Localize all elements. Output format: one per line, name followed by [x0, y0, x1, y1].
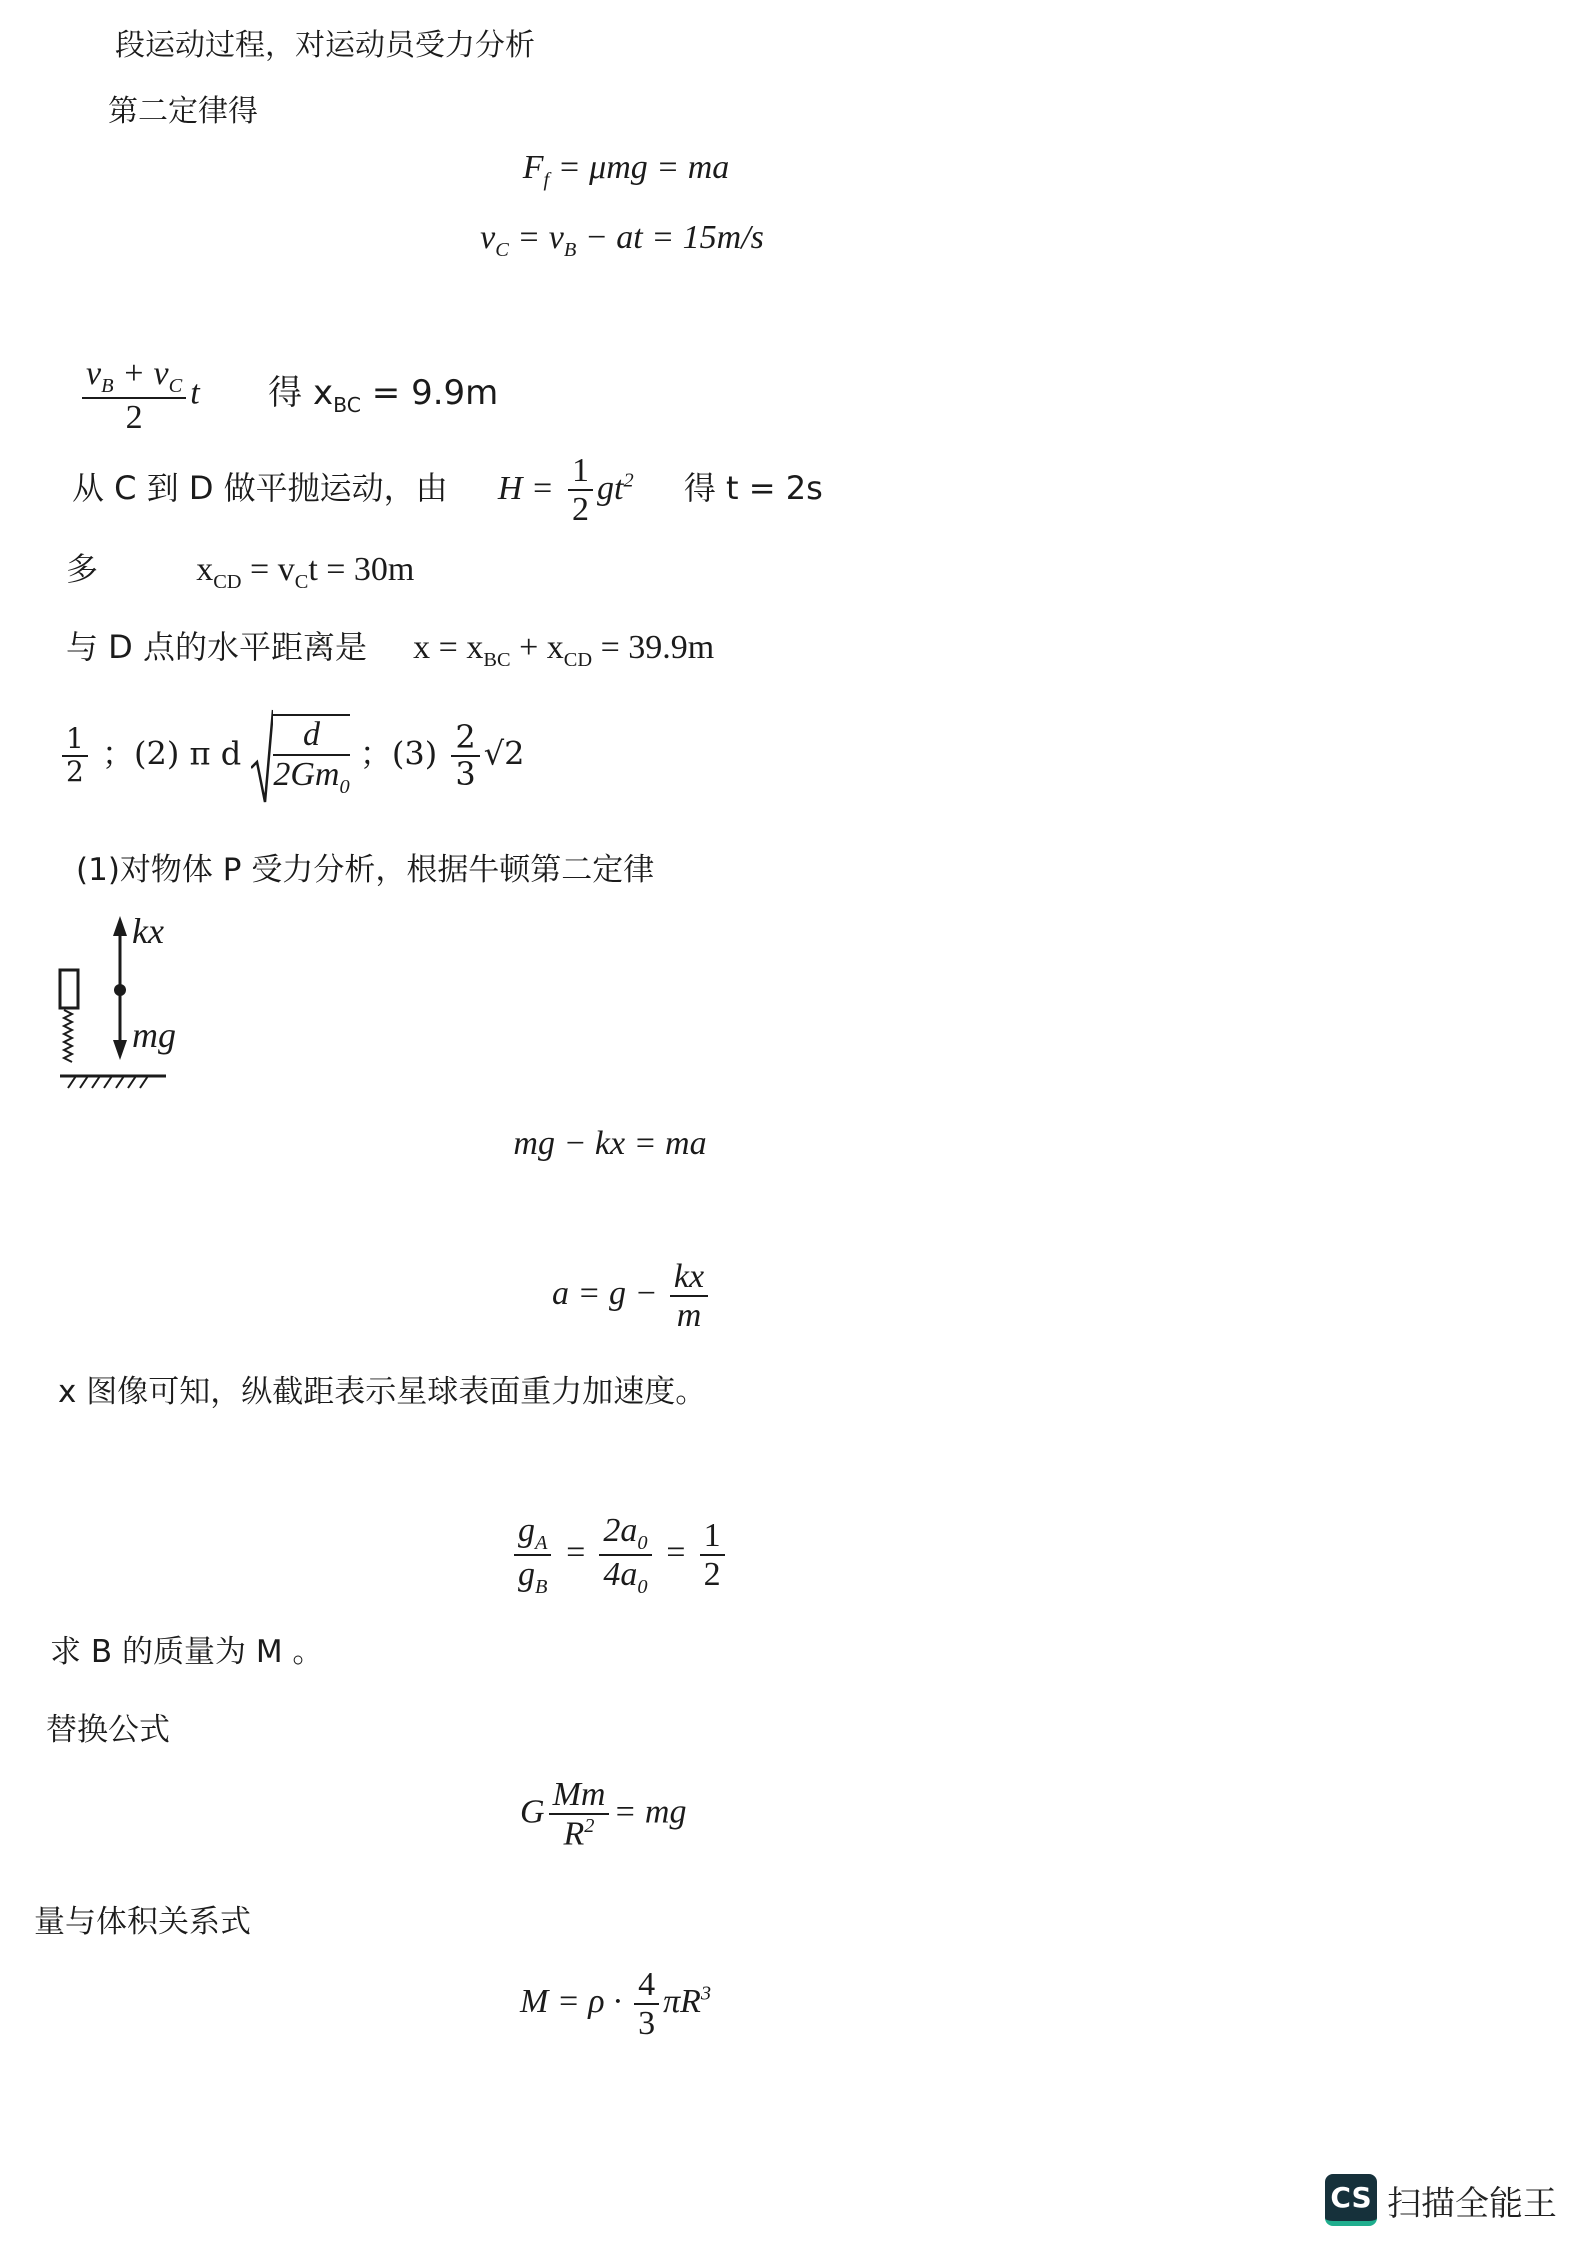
camscanner-logo-icon: CS — [1325, 2174, 1377, 2226]
text-line-density: 量与体积关系式 — [34, 1904, 251, 1940]
equation-velocity-c: $v_C = v_B$ − at = 15m/s — [480, 219, 764, 261]
fraction-ga-gb: $\frac{g_A}{g_B}$ — [514, 1512, 551, 1598]
equation-newton-second: mg − kx = ma — [513, 1125, 707, 1162]
text-line-xcd: 多 $x_{CD} = v_Ct = 30m$ — [66, 550, 415, 593]
fraction-mm-r2: $\frac{Mm}{R^2}$ — [549, 1776, 610, 1853]
fraction-one-half: $\frac{1}{2}$ — [700, 1517, 725, 1594]
camscanner-label: 扫描全能王 — [1387, 2183, 1557, 2224]
equation-gravity-ratio: $\frac{g_A}{g_B}$ = $\frac{2a_0}{4a_0}$ = $\frac{1}{2}$ — [510, 1512, 729, 1598]
force-label-kx: kx — [132, 911, 164, 951]
text-line-newton: (1)对物体 P 受力分析，根据牛顿第二定律 — [76, 852, 655, 888]
equation-mass-volume: M = ρ · $\frac{4}{3}$ $\pi R^3$ — [520, 1966, 712, 2043]
force-label-mg: mg — [132, 1015, 176, 1055]
text-line-substitute: 替换公式 — [46, 1712, 170, 1748]
equation-gravitation: G $\frac{Mm}{R^2}$ = mg — [520, 1776, 687, 1853]
text-line-2: 第二定律得 — [108, 94, 258, 129]
equation-acceleration: a = g − $\frac{kx}{m}$ — [552, 1258, 712, 1335]
answers-line: $\frac{1}{2}$ ；(2) π d $\frac{d}{2Gm_0}$ ；(3) $\frac{2}{3}$ √2 — [58, 708, 524, 804]
force-diagram — [56, 910, 216, 1110]
fraction-half: $\frac{1}{2}$ — [568, 452, 593, 529]
radical-sign-icon — [251, 708, 273, 804]
text-line-intercept: x 图像可知，纵截距表示星球表面重力加速度。 — [58, 1374, 707, 1410]
equation-xbc: $\frac{v_B + v_C}{2}$ t 得 $x_{BC} = 9.9m$ — [78, 355, 498, 437]
text-line-1: 段运动过程，对运动员受力分析 — [115, 28, 535, 63]
text-line-mass-b: 求 B 的质量为 M 。 — [50, 1634, 324, 1670]
fraction-2a0-4a0: $\frac{2a_0}{4a_0}$ — [599, 1512, 651, 1598]
text-line-total-distance: 与 D 点的水平距离是 $x = x_{BC} + x_{CD} = 39.9m$ — [66, 628, 715, 671]
camscanner-watermark — [1325, 2172, 1557, 2228]
square-root: $\frac{d}{2Gm_0}$ — [251, 708, 349, 804]
fraction-answer-3: $\frac{2}{3}$ — [451, 720, 479, 792]
fraction-answer-1: $\frac{1}{2}$ — [62, 724, 88, 788]
fraction: $\frac{v_B + v_C}{2}$ — [82, 355, 186, 437]
text-line-projectile: 从 C 到 D 做平抛运动，由 H = $\frac{1}{2}$ $gt^2$ 得 t = 2s — [72, 452, 823, 529]
fraction-four-thirds: $\frac{4}{3}$ — [634, 1966, 659, 2043]
fraction-kx-m: $\frac{kx}{m}$ — [670, 1258, 708, 1335]
equation-friction: $F_f = \mu mg$ = ma — [522, 149, 730, 191]
